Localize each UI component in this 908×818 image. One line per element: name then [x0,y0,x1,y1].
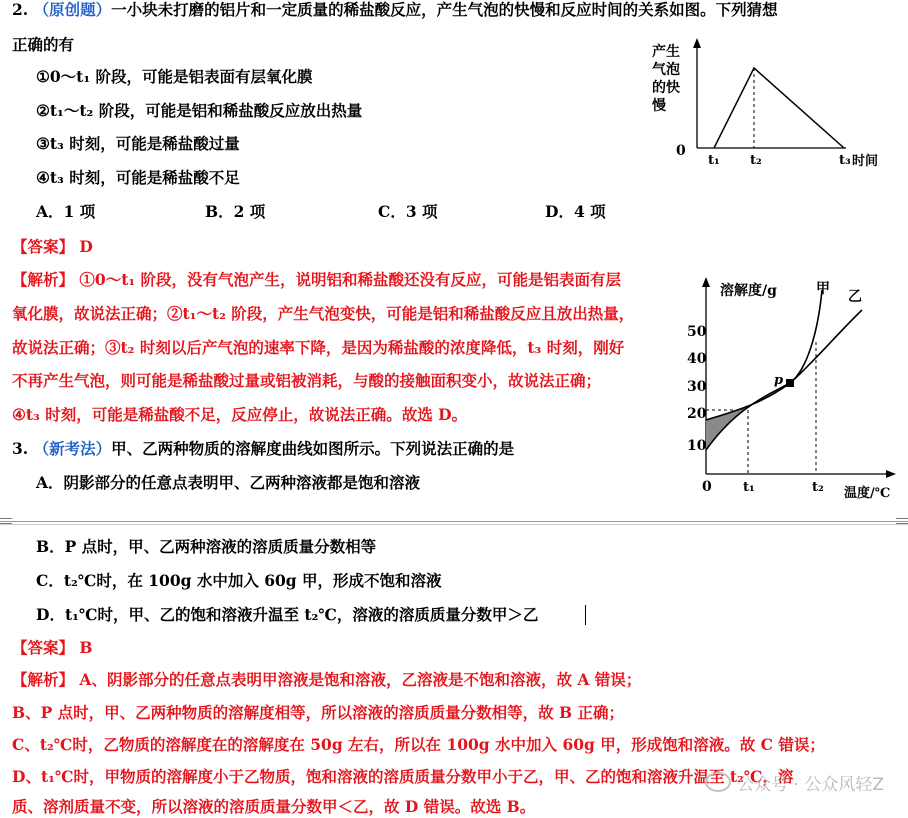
q2-analysis-line-1 [12,269,621,291]
watermark [705,770,884,795]
q3-option-d: D．t₁℃时，甲、乙的饱和溶液升温至 t₂℃，溶液的溶质质量分数甲＞乙 [36,605,539,624]
q3-graph-y-arrow [702,277,710,287]
q2-analysis-label: 【解析】 [12,270,75,289]
page-separator [0,521,908,525]
q3-graph-ytick-20: 20 [687,406,707,422]
q2-answer-label: 【答案】 [12,237,75,256]
page-separator-left-mark [0,514,12,528]
q3-graph-x-arrow [886,470,896,478]
q2-graph-ylabel-1: 产生 [652,44,680,60]
q3-answer-value: B [79,638,93,657]
q2-statement-2: ②t₁～t₂ 阶段，可能是铝和稀盐酸反应放出热量 [36,101,363,120]
q2-tag: （原创题） [33,0,112,19]
q2-analysis-line-4: 不再产生气泡，则可能是稀盐酸过量或铝被消耗，与酸的接触面积变小，故说法正确； [12,371,602,390]
q3-number: 3. [12,439,29,458]
q3-graph-xlabel: 温度/℃ [844,486,891,501]
text-cursor [585,605,586,625]
q3-answer-label: 【答案】 [12,638,75,657]
q2-option-b: B．2 项 [205,202,266,221]
q3-stem-text: 甲、乙两种物质的溶解度曲线如图所示。下列说法正确的是 [111,439,515,458]
q3-stem [12,438,514,460]
q3-graph-ytick-50: 50 [687,324,707,340]
q2-analysis-line-3: 故说法正确；③t₂ 时刻以后产气泡的速率下降，是因为稀盐酸的浓度降低，t₃ 时刻，刚好 [12,338,625,357]
q2-graph-curve [714,68,844,148]
q3-graph-ytick-40: 40 [687,351,707,367]
q2-graph-ylabel-4: 慢 [652,98,666,114]
q3-graph-origin: 0 [702,479,712,495]
q2-stem-line1 [12,0,778,21]
q3-analysis-line-2: B、P 点时，甲、乙两种物质的溶解度相等，所以溶液的溶质质量分数相等，故 B 正确； [12,703,625,722]
q3-option-b: B．P 点时，甲、乙两种溶液的溶质质量分数相等 [36,537,377,556]
q2-bubble-rate-graph [640,36,890,172]
q3-graph-curve-yi [706,310,862,420]
q3-solubility-graph [682,272,902,504]
q2-graph-ylabel-3: 的快 [652,80,680,96]
page-separator-right-mark [896,514,908,528]
q3-graph-ylabel: 溶解度/g [720,283,777,299]
q2-graph-xlabel: 时间 [852,154,879,169]
q3-analysis-line-3: C、t₂℃时，乙物质的溶解度在的溶解度在 50g 左右，所以在 100g 水中加入 60g 甲，形成饱和溶液。故 C 错误； [12,735,825,754]
q3-graph-ytick-10: 10 [687,438,707,454]
q2-graph-t2: t₂ [750,153,762,168]
q3-tag: （新考法） [33,439,112,458]
q2-answer [12,236,93,258]
q3-graph-t1: t₁ [743,480,755,495]
wechat-icon [705,772,731,792]
q3-analysis-text-1: A、阴影部分的任意点表明甲溶液是饱和溶液，乙溶液是不饱和溶液，故 A 错误； [79,670,642,689]
q3-graph-label-yi: 乙 [848,289,862,305]
q3-option-c: C．t₂℃时，在 100g 水中加入 60g 甲，形成不饱和溶液 [36,571,442,590]
q2-graph-t3: t₃ [839,153,851,168]
q3-graph-p-label: p [774,373,784,388]
q2-graph-t1: t₁ [708,153,720,168]
q2-statement-3: ③t₃ 时刻，可能是稀盐酸过量 [36,134,240,153]
q2-analysis-text-1: ①0～t₁ 阶段，没有气泡产生，说明铝和稀盐酸还没有反应，可能是铝表面有层 [79,270,622,289]
q3-option-a: A．阴影部分的任意点表明甲、乙两种溶液都是饱和溶液 [36,473,421,492]
q2-option-c: C．3 项 [378,202,438,221]
q2-statement-4: ④t₃ 时刻，可能是稀盐酸不足 [36,168,240,187]
q2-stem-line2: 正确的有 [12,35,75,54]
q2-statement-1: ①0～t₁ 阶段，可能是铝表面有层氧化膜 [36,67,313,86]
q2-number: 2. [12,0,29,19]
q3-analysis-line-5: 质、溶剂质量不变，所以溶液的溶质质量分数甲＜乙，故 D 错误。故选 B。 [12,797,536,816]
q3-graph-point-p [786,379,794,387]
q2-graph-ylabel-2: 气泡 [652,62,680,78]
q3-answer [12,637,93,659]
q2-graph-y-arrow [693,38,701,48]
q3-analysis-line-4: D、t₁℃时，甲物质的溶解度小于乙物质，饱和溶液的溶质质量分数甲小于乙，甲、乙的饱和溶液升温至 t₂℃，溶 [12,767,794,786]
q2-analysis-line-2: 氧化膜，故说法正确；②t₁～t₂ 阶段，产生气泡变快，可能是铝和稀盐酸反应且放出热量， [12,304,635,323]
q2-option-d: D．4 项 [545,202,606,221]
q2-option-a: A．1 项 [36,202,96,221]
q3-analysis-line-1 [12,669,641,691]
q3-graph-t2: t₂ [812,480,824,495]
q2-analysis-line-5: ④t₃ 时刻，可能是稀盐酸不足，反应停止，故说法正确。故选 D。 [12,405,468,424]
q2-graph-origin: 0 [676,143,686,159]
q2-answer-value: D [79,237,93,256]
q2-stem: 一小块未打磨的铝片和一定质量的稀盐酸反应，产生气泡的快慢和反应时间的关系如图。下列猜想 [111,0,778,19]
q3-graph-ytick-30: 30 [687,379,707,395]
q3-analysis-label: 【解析】 [12,670,75,689]
q3-graph-label-jia: 甲 [816,281,830,297]
watermark-text: 公众号 · 公众风轻Z [737,775,884,795]
